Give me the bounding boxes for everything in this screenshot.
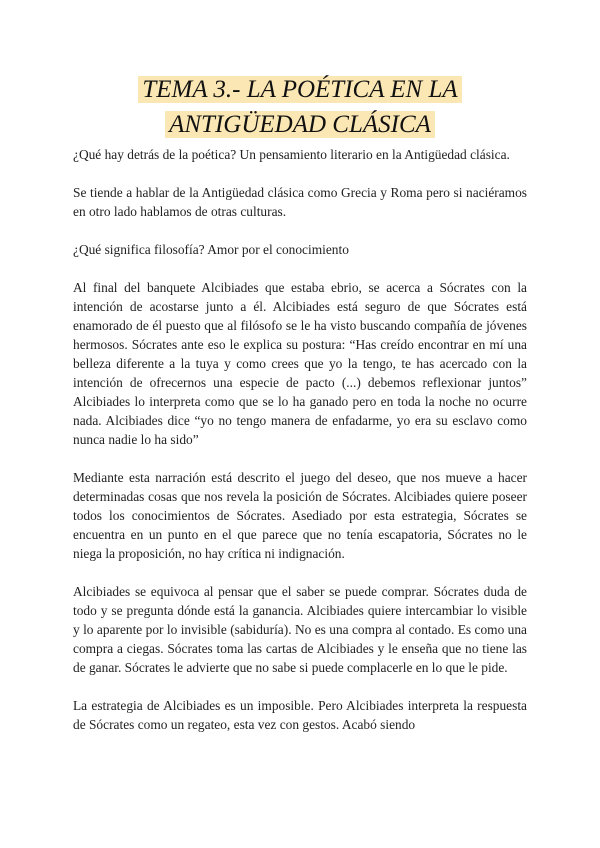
paragraph-knowledge-purchase: Alcibiades se equivoca al pensar que el saber se puede comprar. Sócrates duda de todo y se pregunta dónde está la ganancia. Alcibiades quiere intercambiar lo visible y lo aparente por lo invisible (sabiduría). No es una compra al contado. Es como una compra a ciegas. Sócrates toma las cartas de Alcibiades y le enseña que no tiene las de ganar. Sócrates le advierte que no sabe si puede complacerle en lo que le pide. xyxy=(73,584,527,675)
title-line-2: ANTIGÜEDAD CLÁSICA xyxy=(165,111,435,138)
paragraph-strategy: La estrategia de Alcibiades es un imposible. Pero Alcibiades interpreta la respuesta de Sócrates como un regateo, esta vez con gestos. Acabó siendo xyxy=(73,698,527,732)
paragraph-banquet: Al final del banquete Alcibiades que estaba ebrio, se acerca a Sócrates con la intención de acostarse junto a él. Alcibiades está seguro de que Sócrates está enamorado de él puesto que al filósofo se le ha visto buscando compañía de jóvenes hermosos. Sócrates ante eso le explica su postura: “Has creído encontrar en mí una belleza diferente a la tuya y como crees que yo la tengo, te has acercado con la intención de ofrecernos una especie de pacto (...) debemos reflexionar juntos” Alcibiades lo interpreta como que se lo ha ganado pero en toda la noche no ocurre nada. Alcibiades dice “yo no tengo manera de enfadarme, yo era su esclavo como nunca nadie lo ha sido” xyxy=(73,280,527,447)
paragraph-question-poetics: ¿Qué hay detrás de la poética? Un pensamiento literario en la Antigüedad clásica. xyxy=(73,147,510,162)
paragraph-philosophy: ¿Qué significa filosofía? Amor por el conocimiento xyxy=(73,242,349,257)
paragraph-desire: Mediante esta narración está descrito el juego del deseo, que nos mueve a hacer determinadas cosas que nos revela la posición de Sócrates. Alcibiades quiere poseer todos los conocimientos de Sócrates. Asediado por esta estrategia, Sócrates se encuentra en un punto en el que parece que no tenía escapatoria, Sócrates no le niega la proposición, no hay crítica ni indignación. xyxy=(73,470,527,561)
document-body xyxy=(73,145,527,734)
document-title xyxy=(0,72,600,142)
paragraph-classical-antiquity: Se tiende a hablar de la Antigüedad clásica como Grecia y Roma pero si naciéramos en otro lado hablamos de otras culturas. xyxy=(73,185,527,219)
title-line-1: TEMA 3.- LA POÉTICA EN LA xyxy=(138,76,461,103)
